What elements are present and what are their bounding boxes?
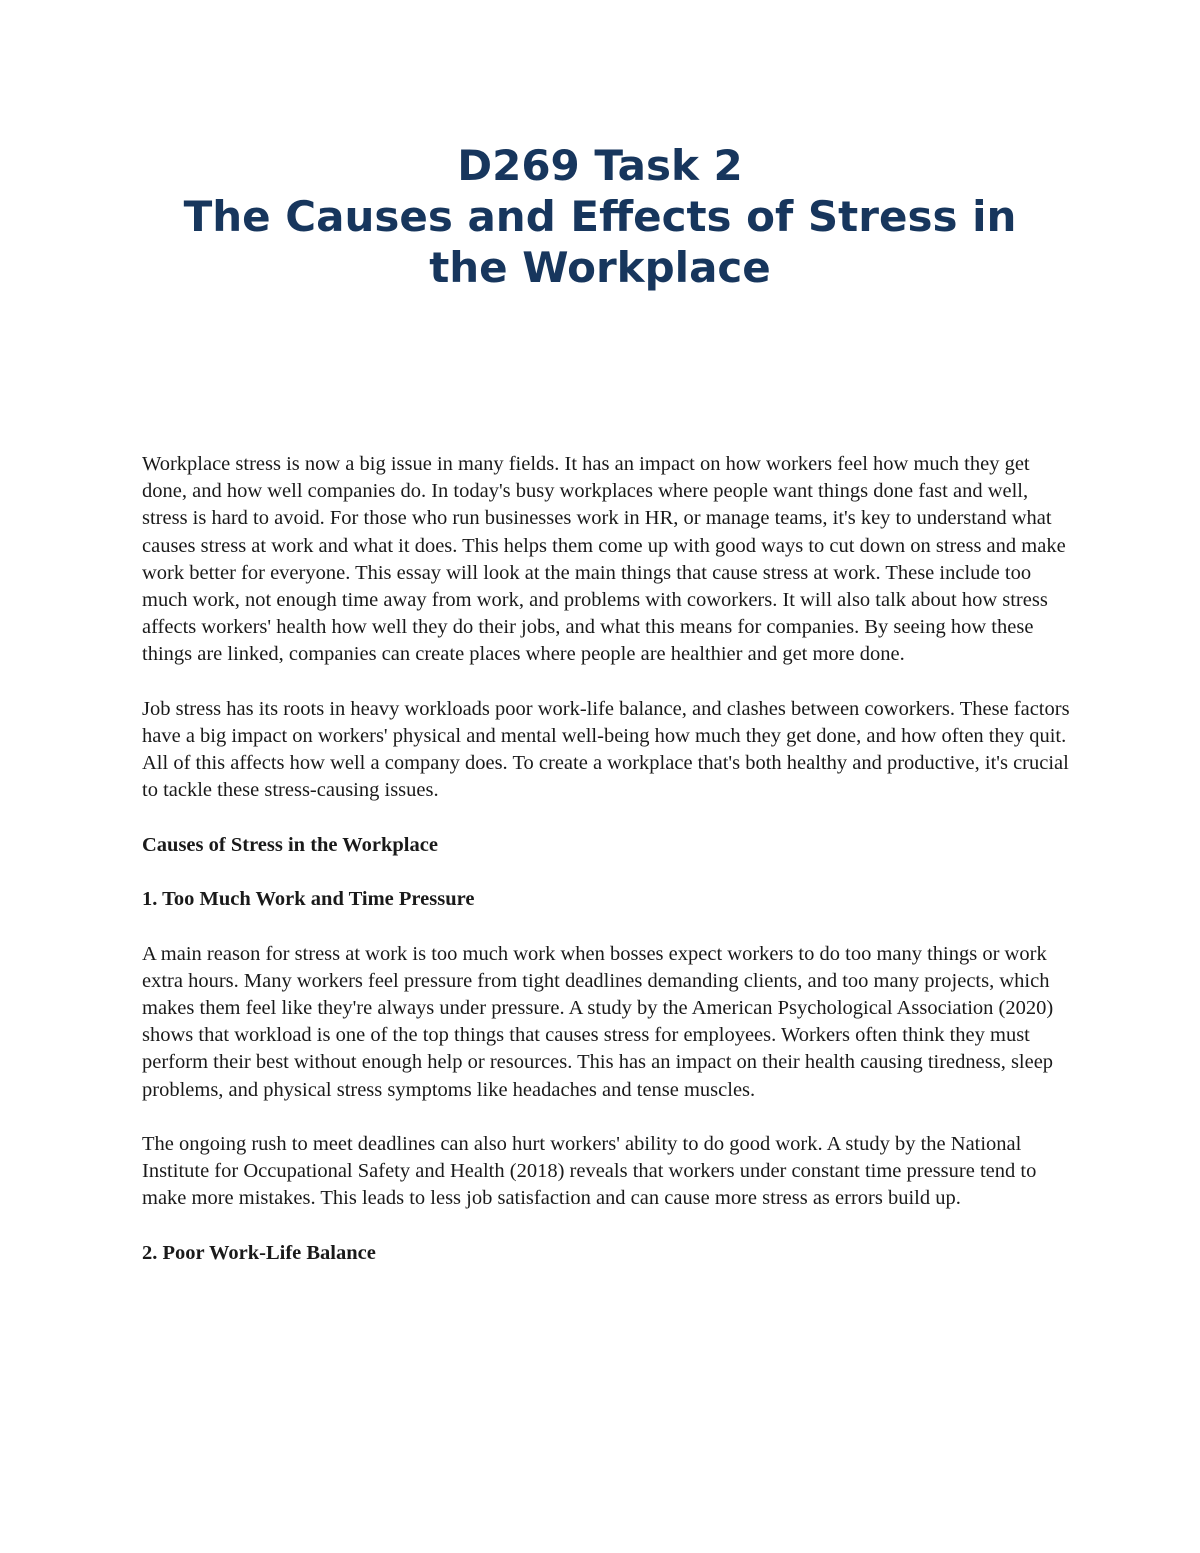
paragraph-thesis: Job stress has its roots in heavy workloads poor work-life balance, and clashes between coworkers. These factors have a big impact on workers' physical and mental well-being how much they get done, and how often they quit. All of this affects how well a company does. To create a workplace that's both healthy and productive, it's crucial to tackle these stress-causing issues.	[142, 697, 1070, 802]
title-line-course: D269 Task 2	[457, 141, 743, 190]
paragraph-intro: Workplace stress is now a big issue in many fields. It has an impact on how workers feel how much they get done, and how well companies do. In today's busy workplaces where people want things done fast and well, stress is hard to avoid. For those who run businesses work in HR, or manage teams, it's key to understand what causes stress at work and what it does. This helps them come up with good ways to cut down on stress and make work better for everyone. This essay will look at the main things that cause stress at work. These include too much work, not enough time away from work, and problems with coworkers. It will also talk about how stress affects workers' health how well they do their jobs, and what this means for companies. By seeing how these things are linked, companies can create places where people are healthier and get more done.	[142, 453, 1066, 666]
document-title	[100, 140, 1100, 293]
subheading-work-life-balance: 2. Poor Work-Life Balance	[142, 1241, 376, 1264]
paragraph-workload-1: A main reason for stress at work is too much work when bosses expect workers to do too many things or work extra hours. Many workers feel pressure from tight deadlines demanding clients, and too many projects, which makes them feel like they're always under pressure. A study by the American Psychological Association (2020) shows that workload is one of the top things that causes stress for employees. Workers often think they must perform their best without enough help or resources. This has an impact on their health causing tiredness, sleep problems, and physical stress symptoms like headaches and tense muscles.	[142, 942, 1054, 1101]
title-line-end: the Workplace	[429, 243, 771, 292]
heading-causes: Causes of Stress in the Workplace	[142, 833, 438, 856]
document-body	[142, 451, 1072, 1294]
title-line-main: The Causes and Effects of Stress in	[183, 192, 1017, 241]
subheading-workload: 1. Too Much Work and Time Pressure	[142, 888, 475, 911]
paragraph-workload-2: The ongoing rush to meet deadlines can also hurt workers' ability to do good work. A study by the National Institute for Occupational Safety and Health (2018) reveals that workers under constant time pressure tend to make more mistakes. This leads to less job satisfaction and can cause more stress as errors build up.	[142, 1133, 1037, 1210]
